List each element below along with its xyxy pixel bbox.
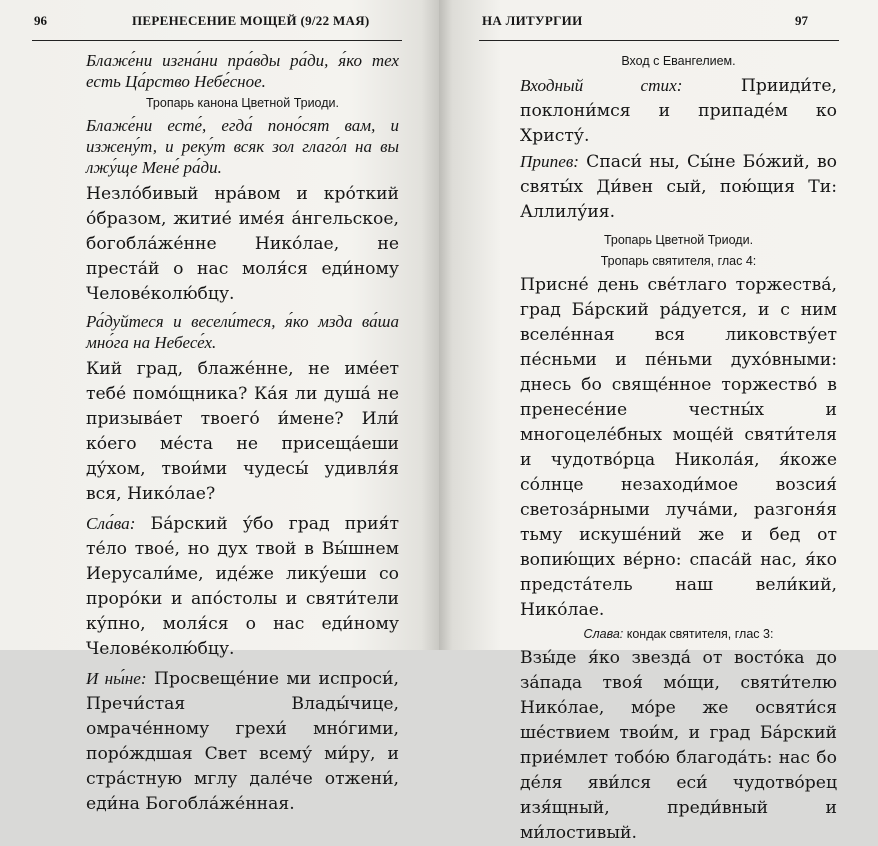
now-text: Просвеще́ние ми испроси́, Пречи́стая Влады́чице, омраче́нному грехи́ мно́гими, поро́ждшая Свет всему́ ми́ру, и стра́стную мглу дале́че отжени́, еди́на Богобла́же́нная. bbox=[86, 669, 399, 814]
rubric-caption bbox=[520, 625, 837, 643]
glory-paragraph bbox=[86, 511, 399, 662]
refrain-text: Спаси́ ны, Сы́не Бо́жий, во святы́х Ди́вен сый, пою́щия Ти: Аллилу́ия. bbox=[520, 152, 837, 222]
right-page bbox=[439, 0, 878, 843]
glory-lead: Слава: bbox=[583, 627, 624, 641]
refrain-paragraph bbox=[520, 149, 837, 225]
glory-lead: Сла́ва: bbox=[86, 514, 136, 533]
kontakion-paragraph: Взы́де я́ко звезда́ от восто́ка до за́пада твоя́ мо́щи, святи́телю Нико́лае, мо́ре же освяти́ся ше́ствием твои́м, и град Ба́рский прие́млет тобо́ю благода́ть: нас бо де́ля яви́лся еси́ чудотво́рец изя́щный, преди́вный и ми́лостивый. bbox=[520, 648, 837, 843]
header-rule-left bbox=[32, 40, 402, 41]
page-number-left: 96 bbox=[34, 13, 47, 28]
entrance-lead: Входный стих: bbox=[520, 76, 683, 95]
rubric-caption: Тропарь Цветной Триоди. bbox=[603, 233, 754, 247]
entrance-text: Прииди́те, поклони́мся и припаде́м ко Христу́. bbox=[520, 76, 837, 146]
kontakion-caption: кондак святителя, глас 3: bbox=[623, 627, 774, 641]
theotokion-paragraph bbox=[86, 666, 399, 817]
rubric-caption: Тропарь канона Цветной Триоди. bbox=[146, 96, 339, 110]
troparion-paragraph: Незло́бивый нра́вом и кро́ткий о́бразом, житие́ име́я а́нгельское, богобла́же́нне Нико́лае, не преста́й о нас моля́ся еди́ному Челове́колю́бцу. bbox=[86, 184, 399, 304]
rubric-caption: Вход с Евангелием. bbox=[621, 54, 736, 68]
refrain-lead: Припев: bbox=[520, 152, 580, 171]
left-page bbox=[0, 0, 439, 814]
beatitude-verse: Блаже́ни изгна́ни пра́вды ра́ди, я́ко тех есть Ца́рство Небе́сное. bbox=[86, 51, 399, 91]
troparion-paragraph: Присне́ день све́тлаго торжества́, град Ба́рский ра́дуется, и с ним вселе́нная вся ликовству́ет пе́сньми и пе́ньми духо́вными: днесь бо свяще́нное торжество́ в пренесе́ние честны́х и многоцеле́бных моще́й святи́теля и чудотво́рца Никола́я, я́коже со́лнце незаходи́мое возсия́ светоза́рными луча́ми, разгоня́я тьму искуше́ний же и бед от вопию́щих ве́рно: спаса́й нас, я́ко предста́тель наш вели́кий, Нико́лае. bbox=[520, 275, 837, 620]
now-lead: И ны́не: bbox=[86, 669, 147, 688]
beatitude-verse: Ра́дуйтеся и весели́теся, я́ко мзда ва́ша мно́га на Небесе́х. bbox=[86, 312, 399, 352]
beatitude-verse: Блаже́ни есте́, егда́ поно́сят вам, и изжену́т, и реку́т всяк зол глаго́л на вы лжу́ще Мене́ ра́ди. bbox=[86, 116, 399, 177]
troparion-paragraph: Кий град, блаже́нне, не име́ет тебе́ помо́щника? Ка́я ли душа́ не призыва́ет твоего́ и́мене? Или́ ко́его ме́ста не присеща́еши ду́хом, твои́ми чудесы́ удивля́я вся, Нико́лае? bbox=[86, 359, 399, 504]
right-page-body bbox=[520, 50, 837, 846]
header-rule-right bbox=[479, 40, 839, 41]
rubric-caption: Тропарь святителя, глас 4: bbox=[600, 254, 757, 268]
entrance-verse bbox=[520, 73, 837, 149]
running-header-left: ПЕРЕНЕСЕНИЕ МОЩЕЙ (9/22 МАЯ) bbox=[132, 13, 370, 28]
page-number-right: 97 bbox=[795, 13, 808, 28]
glory-text: Ба́рский у́бо град прия́т те́ло твое́, но дух твой в Вы́шнем Иерусали́ме, иде́же лику́еши со проро́ки и апо́столы и святи́тели ку́пно, моля́ся о нас еди́ному Челове́колю́бцу. bbox=[86, 514, 399, 659]
left-page-body bbox=[86, 50, 399, 817]
running-header-right: НА ЛИТУРГИИ bbox=[482, 13, 583, 28]
